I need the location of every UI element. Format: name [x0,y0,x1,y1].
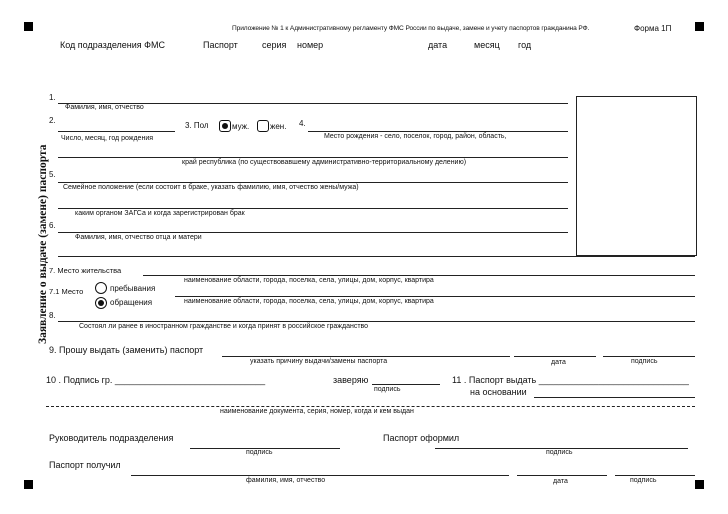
field-6-caption: Фамилия, имя, отчество отца и матери [75,234,202,241]
field-11-label: 11 . Паспорт выдать ______________________________ [452,375,689,385]
field-7-line[interactable] [143,275,695,276]
field-3-label: 3. Пол [185,121,209,130]
field-5-number: 5. [49,170,56,179]
field-11-basis: на основании [470,387,527,397]
field-7-1-caption: наименование области, города, поселка, села, улицы, дом, корпус, квартира [184,298,434,305]
gender-male-label: муж. [232,122,250,131]
field-5-caption-2: каким органом ЗАГСа и когда зарегистрирован брак [75,210,245,217]
photo-box [576,96,697,256]
head-label: Руководитель подразделения [49,433,174,443]
field-4-caption-2: край республика (по существовавшему административно-территориальному делению) [182,159,467,166]
fms-unit-code-label: Код подразделения ФМС [60,40,165,50]
field-7-1-label: 7.1 Место [49,287,84,296]
field-9-sign-caption: подпись [631,358,658,365]
appeal-radio[interactable] [95,297,107,309]
field-11-caption: наименование документа, серия, номер, когда и кем выдан [220,408,414,415]
received-fio-line[interactable] [131,475,509,476]
gender-female-checkbox[interactable] [257,120,269,132]
field-9-date-line[interactable] [514,356,596,357]
field-2-line[interactable] [58,131,175,132]
field-7-1-line[interactable] [175,296,695,297]
field-7-label: 7. Место жительства [49,266,122,275]
field-8-line[interactable] [58,321,695,322]
side-title: Заявление о выдаче (замене) паспорта [37,144,49,344]
field-9-label: 9. Прошу выдать (заменить) паспорт [49,345,204,355]
stay-radio[interactable] [95,282,107,294]
field-11-basis-line[interactable] [534,397,695,398]
month-label: месяц [474,40,500,50]
corner-mark-top-left [24,22,33,31]
date-label: дата [428,40,448,50]
field-4-line[interactable] [308,131,568,132]
stay-label: пребывания [110,284,156,293]
field-4-number: 4. [299,119,306,128]
field-10-certify: заверяю [333,375,369,385]
field-1-caption: Фамилия, имя, отчество [65,104,144,111]
field-9-caption: указать причину выдачи/замены паспорта [250,358,388,365]
issued-sign-caption: подпись [546,449,573,456]
field-6-line-2[interactable] [58,256,695,257]
number-label: номер [297,40,324,50]
received-date-caption: дата [553,478,568,485]
corner-mark-bottom-right [695,480,704,489]
appeal-label: обращения [110,298,153,307]
received-sign-line[interactable] [615,475,695,476]
year-label: год [518,40,532,50]
field-8-number: 8. [49,311,56,320]
series-label: серия [262,40,287,50]
field-6-line[interactable] [58,232,568,233]
received-sign-caption: подпись [630,477,657,484]
field-10-sign-caption: подпись [374,386,401,393]
field-4-caption: Место рождения - село, поселок, город, район, область, [324,133,507,140]
gender-male-checkbox[interactable] [219,120,231,132]
received-label: Паспорт получил [49,460,121,470]
field-2-caption: Число, месяц, год рождения [61,135,154,142]
field-5-caption: Семейное положение (если состоит в браке, указать фамилию, имя, отчество жены/мужа) [63,184,359,191]
field-7-caption: наименование области, города, поселка, села, улицы, дом, корпус, квартира [184,277,434,284]
field-10-sign-line[interactable] [372,384,440,385]
field-5-line-2[interactable] [58,208,568,209]
field-2-number: 2. [49,116,56,125]
received-date-line[interactable] [517,475,607,476]
field-9-date-caption: дата [551,359,566,366]
appendix-note: Приложение № 1 к Административному регламенту ФМС России по выдаче, замене и учету паспортов гражданина РФ. [232,25,590,32]
field-6-number: 6. [49,221,56,230]
form-number: Форма 1П [634,24,672,33]
field-1-number: 1. [49,93,56,102]
corner-mark-bottom-left [24,480,33,489]
received-fio-caption: фамилия, имя, отчество [246,477,326,484]
field-4-line-2[interactable] [58,157,568,158]
head-sign-caption: подпись [246,449,273,456]
corner-mark-top-right [695,22,704,31]
field-11-document-line[interactable] [46,406,695,407]
field-9-sign-line[interactable] [603,356,695,357]
field-10-label: 10 . Подпись гр. ______________________________ [46,375,266,385]
issued-label: Паспорт оформил [383,433,460,443]
gender-female-label: жен. [270,122,287,131]
field-8-caption: Состоял ли ранее в иностранном гражданстве и когда принят в российское гражданство [79,323,369,330]
passport-label: Паспорт [203,40,238,50]
field-5-line[interactable] [58,182,568,183]
field-9-reason-line[interactable] [222,356,510,357]
